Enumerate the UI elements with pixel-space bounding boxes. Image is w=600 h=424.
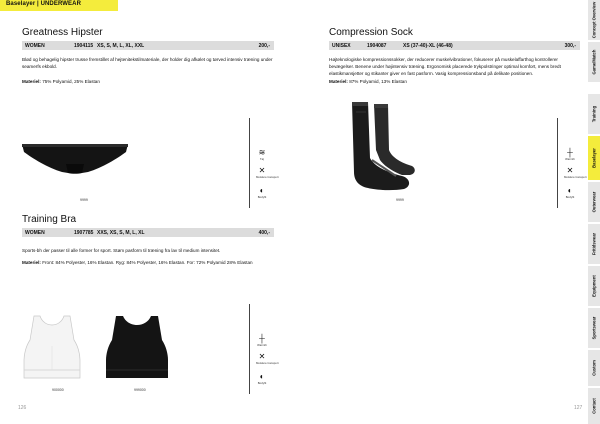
sizes-label: XS, S, M, L, XL, XXL <box>97 43 145 49</box>
moisture-icon: ✕ Moisture transport <box>256 166 279 179</box>
bra-image-white <box>22 316 82 380</box>
page-number-right: 127 <box>574 405 583 411</box>
hipster-image <box>20 140 130 180</box>
warmth-icon: ┼ Warmth <box>257 334 267 347</box>
article-number: 1904115 <box>74 43 94 49</box>
section-header-bar <box>0 0 118 11</box>
material-label: Materiel: <box>329 79 348 84</box>
moisture-icon: ✕ Moisture transport <box>564 166 587 179</box>
article-number: 1904087 <box>367 43 387 49</box>
sizes-label: XS (37-40)-XL (46-48) <box>403 43 453 49</box>
product-code-bra-white: 900000 <box>52 388 64 392</box>
material-value: 87% Polyamid, 13% Elastan <box>349 79 407 84</box>
index-tab-concept-overview[interactable]: Concept Overview <box>588 0 600 40</box>
product-title-hipster: Greatness Hipster <box>22 27 103 38</box>
product-title-bra: Training Bra <box>22 214 77 225</box>
index-tab-contact[interactable]: Contact <box>588 388 600 424</box>
hipster-features <box>249 118 279 208</box>
sizes-label: XXS, XS, S, M, L, XL <box>97 230 145 236</box>
gender-label: WOMEN <box>25 230 45 236</box>
gender-label: UNISEX <box>332 43 351 49</box>
sock-image <box>346 100 416 192</box>
index-tab-game-match[interactable]: Game/Match <box>588 42 600 82</box>
index-tab-outerwear[interactable]: Outerwear <box>588 182 600 222</box>
price-label: 400,- <box>258 230 270 236</box>
bra-features <box>249 304 279 394</box>
product-code-bra-black: 999000 <box>134 388 146 392</box>
product-code-hipster: 9999 <box>80 198 88 202</box>
product-info-bar-sock <box>329 41 580 50</box>
index-tab-custom[interactable]: Custom <box>588 350 600 386</box>
article-number: 1907785 <box>74 230 94 236</box>
product-description-bra: Sports-bh der passer til alle former for sport. Støm pasform til træning fra lav til medium intensitet. <box>22 248 221 253</box>
product-info-bar-hipster <box>22 41 274 50</box>
chapter-index-sidebar <box>588 0 600 424</box>
product-material-sock <box>329 79 407 84</box>
bra-image-black <box>104 316 170 380</box>
index-tab-baselayer[interactable]: Baselayer <box>588 136 600 180</box>
material-value: Front: 84% Polyester, 16% Elastan. Ryg: 84% Polyester, 16% Elastan. For: 72% Polyamid 28% Elastan <box>42 260 253 265</box>
index-tab-sportswear[interactable]: Sportswear <box>588 308 600 348</box>
product-description-sock: Højteknologiske kompressionssokker, der reducerer muskelvibrationer, fokuserer på muskelaffarthog kontrollerer bevægelser. Benene under højintensiv træning. Ergonomisk placerede trykpolstringer optimal komfort, mens bredt elastikmansjetter og stikanter giver en fast pasform. Vasig kompressionsband på delikate positionen. <box>329 57 561 76</box>
product-material-bra <box>22 260 253 265</box>
index-tab-fritidswear[interactable]: Fritidswear <box>588 224 600 264</box>
page-number-left: 126 <box>18 405 27 411</box>
product-code-sock: 9999 <box>396 198 404 202</box>
product-material-hipster <box>22 79 100 84</box>
fit-icon: ◐ Bodyfit <box>565 186 575 199</box>
section-label: Baselayer | UNDERWEAR <box>6 1 82 7</box>
product-description-hipster: Blød og behagelig hipster trusse fremstillet af hejtenitekstilmateriale, der holder dig afkølet og tørved intensiv træning under seamerfs ekbold. <box>22 57 273 69</box>
sock-features <box>557 118 587 208</box>
fit-icon: ◐ Bodyfit <box>257 186 267 199</box>
fit-icon: ◐ Bodyfit <box>257 372 267 385</box>
warmth-icon: ┼ Warmth <box>565 148 575 161</box>
material-value: 75% Polyamid, 25% Elastan <box>42 79 100 84</box>
moisture-icon: ✕ Moisture transport <box>256 352 279 365</box>
material-label: Materiel: <box>22 260 41 265</box>
heat-icon: ≋ Tøj <box>258 148 266 161</box>
price-label: 300,- <box>564 43 576 49</box>
gender-label: WOMEN <box>25 43 45 49</box>
index-tab-equipment[interactable]: Equipment <box>588 266 600 306</box>
material-label: Materiel: <box>22 79 41 84</box>
price-label: 200,- <box>258 43 270 49</box>
index-tab-training[interactable]: Training <box>588 94 600 134</box>
product-title-sock: Compression Sock <box>329 27 413 38</box>
product-info-bar-bra <box>22 228 274 237</box>
